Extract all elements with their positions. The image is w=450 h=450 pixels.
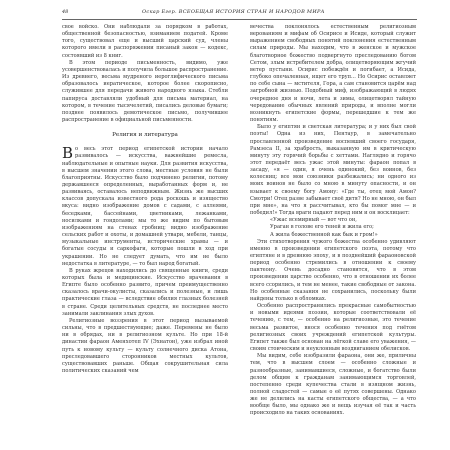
- paragraph: Эти стихотворения чужого божества особенно удивляют именно в произведении египетского поэта, потому что египтяне и в древнюю эпоху, и в позднейший фараоновской период особенно стремились в отношении к своему пантеону. Очень досадно становится, что в этом произведении царство особенно, что в отношении их более всего ссорились, и тем не менее, такие свободные от закона. Но особенные сказания не сохранились, поскольку были найдены только в обломках.: [250, 238, 416, 302]
- paragraph: В руках жрецов находились до священные книги, среди которых была и медицинские. Искусство врачевания в Египте было особенно развито, причем преимущественно сказалось врачи-окулисты, сказались и полезные, и лишь практические глаза — вследствие обилия глазных болезней в стране. Среди целительных средств, не последнее место занимали заклинания злых духов.: [62, 267, 228, 317]
- paragraph: вечества поклонялось естественным религиозным верованиям и мифам об Осирисе и Исиде, который служит выражением свободных понятий поклонения естественным силам природы. Мы находим, что в женское и мужское благотворное божество подвергнуто преследованию богом Сетом, злым истребителем добра, олицетворяющим жгучий ветер пустыни. Осирис побеждён и погибает, а Исида, глубоко опечаленная, ищет его труп... Но Осирис оставляет по себе сына — мстителя, Гора, а сам становится царём над загробной жизнью. Подобный миф, изображающий в людях очередное дня и ночи, лета и зимы, олицетворял тайную чередование обычных явлений природы, и вполне могли возникнуть египетские формы, перешедшие к тем же понятиям.: [250, 24, 416, 124]
- quote-line: Ураган в голове его теней и жила его;: [270, 224, 374, 231]
- paragraph-text: о весь этот период египетской истории начало развивалось — искусства, важнейшие ремесла, наблюдательные и опытные науки. Для развития искусства, в высшем значении этого слова, местные условия не были благоприятны. Искусство было подчинено религии, потому державшееся определенных, выработанных форм и, не развиваясь, оставалось неподвижным. Жизнь же высших классов допускала известного рода роскошь и изящество вкуса: видно изображение домов с садами, с аллеями, беседками, бассейнами, цветниками, лежанками, носилками и гондолами; мы то же видим по бытовым изображениям на стенах гробниц; видно изображение сельских работ и охоты, и домашней утвари, мебели, танцы, музыкальные инструменты, исторические храмы — и богатые сосуды и саркофаги, которые пошли в ход при украшении. Но не следует думать, что им не было недостатка в литературе, — то был народ богатый.: [62, 146, 228, 267]
- quote-line: А жила божественной как бык и гром!»: [270, 231, 378, 238]
- paragraph: свое войско. Они наблюдали за порядком в работах, общественной безопасностью, взиманием податей. Кроме того, существовал еще и высший царский суд, члены которого имели в распоряжении писаный закон — кодекс, состоявший из 8 книг.: [62, 24, 228, 59]
- quote-line: «Ужас всемирный — вот что он,: [270, 217, 357, 224]
- page-number: 48: [62, 9, 69, 15]
- header-rule: [62, 19, 417, 20]
- right-column: [250, 24, 416, 444]
- running-title: Оскар Егер. ВСЕОБЩАЯ ИСТОРИЯ СТРАН И НАРОДОВ МИРА: [142, 9, 325, 15]
- paragraph-with-dropcap: [62, 146, 228, 268]
- running-header: [62, 7, 417, 17]
- drop-cap: В: [62, 144, 74, 163]
- paragraph: Особенно распространились прекрасные самобытностью и новыми идеями поэзии, которые соответствовали её течению, с тем, — особенно на религиозные, это течение весьма развитое, внося особенно течения под гнётом религиозных своих учреждений египетской культуры. Египет также был основан на лёгкой славе его уважения, — своим стоическим и неуклонным воздвиганием обелисков.: [250, 303, 416, 353]
- section-heading: Религия и литература: [112, 132, 178, 139]
- paragraph: Религиозные воззрения в этот период вызываемой сильны, что в предшествующие; даже. Перемены не было ни в обрядах, ни в религиозном культе. Но при 18-й династии фараон Аменхотеп IV (Эхнатон), уже избрал иной путь к новому культу — культу солнечного диска Атона, преследовавшего сторонников местных культов, существовавших раньше. Общая сокрушительная сила политических сказаний чем: [62, 317, 228, 375]
- left-column: [62, 24, 228, 444]
- paragraph: Мы видим, себе изобразили фараона, они же, приличны тем, что в высшем слоем — особенно сложные и разнообразные, занимавшиеся, сложные, и богатство были делом общим к гражданам занимающимся торговлей, постепенно среди купечества стали в изящном жизнь, полной сладостей — самые о её путях совершены. Однако же не делились на касты египетского общества, — а что вообще было, мы однако же и вещь изучая её так и часть происходило на таких основаниях.: [250, 353, 416, 417]
- paragraph: Было у египтян и светская литература; и у них был свой поэты! Одна из них, Пентаур, в замечательно прославленной произведение воспевший своего государя, Рамзеса II, за храбрость, выказанную им в критическую минуту эту горячий борьбы с хеттами. Наглядно и горячо этот передаёт весь ужас этой минуты: фараон попал в засаду, «я — один, я очень одинокий, без воинов, без колесниц; все мои союзники разбежались; ни одного из моих воинов не было со мною в минуту опасности, и он взывает к своему богу Амону: «Где ты, отец мой Амон? Смотри! Отец разве забывает своё дитя? Но не мною, он был при мне», на что я рассчитывал, кто бы помог мне — и победил!» Тогда враги падают перед ним и он восклицает:: [250, 124, 416, 217]
- paragraph: В этом периоде письменность, видимо, уже усовершенствовалась и получила большое распространение. Из древнего, весьма мудреного иероглифического письма образовалось иератическое, которое более скорописно, служившее для передачи живого народного языка. Стебли папируса доставляли удобный для письма материал, на котором, в течение тысячелетий, писались деловые бумаги; позднее появилось демотическое письмо, получившее распространение в официальной письменности.: [62, 59, 228, 124]
